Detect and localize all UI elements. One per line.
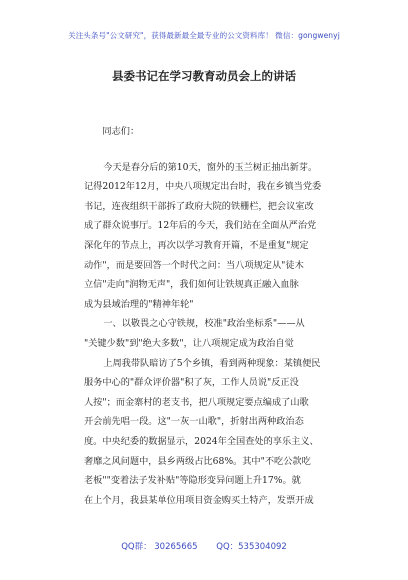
paragraph-spacer (84, 142, 366, 158)
contact-footer (0, 540, 408, 552)
body-line: 开会前先唱一段。这"一灰一山歌"，折射出两种政治态 (84, 416, 304, 428)
section-heading-line: "关键少数"到"绝大多数"，让八项规定成为政治自觉 (84, 337, 294, 349)
body-line: 度。中央纪委的数据显示，2024年全国查处的享乐主义、 (84, 435, 319, 447)
body-line: 上周我带队暗访了5个乡镇，看到两种现象：某镇便民 (103, 357, 321, 369)
body-line: 人按"；而金寨村的老支书，把八项规定要点编成了山歌 (84, 396, 309, 408)
promo-banner: 关注头条号"公文研究"，获得最新最全最专业的公文资料库！ 微信：gongwenyj (68, 31, 340, 40)
section-heading-line: 一、以敬畏之心守铁规，校准"政治坐标系"——从 (103, 318, 305, 330)
qq-number: QQ：535304092 (216, 542, 287, 552)
body-line: 成了群众说事厅。12年后的今天，我们站在全面从严治党 (84, 220, 317, 232)
body-line: 动作"，而是要回答一个时代之问：当八项规定从"徒木 (84, 259, 304, 271)
document-title: 县委书记在学习教育动员会上的讲话 (112, 69, 296, 83)
body-line: 奢靡之风问题中，县乡两级占比68%。其中"不吃公款吃 (84, 455, 311, 467)
body-line: 深化年的节点上，再次以学习教育开篇，不是重复"规定 (84, 239, 309, 251)
body-line: 今天是春分后的第10天，窗外的玉兰树正抽出新芽。 (103, 161, 318, 173)
qq-group-number: QQ群： 30265665 (121, 542, 198, 552)
body-line: 服务中心的"群众评价器"积了灰，工作人员说"反正没 (84, 377, 299, 389)
body-line: 书记，连夜组织干部拆了政府大院的铁栅栏，把会议室改 (84, 200, 314, 212)
body-line: 在上个月，我县某单位用项目资金购买土特产，发票开成 (84, 494, 314, 506)
document-body (84, 122, 366, 510)
body-line: 立信"走向"润物无声"，我们如何让铁规真正融入血脉 (84, 279, 299, 291)
body-line: 老板""变着法子发补贴"等隐形变异问题上升17%。就 (84, 475, 301, 487)
body-line: 成为县域治理的"精神年轮" (84, 298, 194, 310)
greeting-line: 同志们： (102, 126, 140, 137)
body-line: 记得2012年12月，中央八项规定出台时，我在乡镇当党委 (84, 181, 322, 193)
